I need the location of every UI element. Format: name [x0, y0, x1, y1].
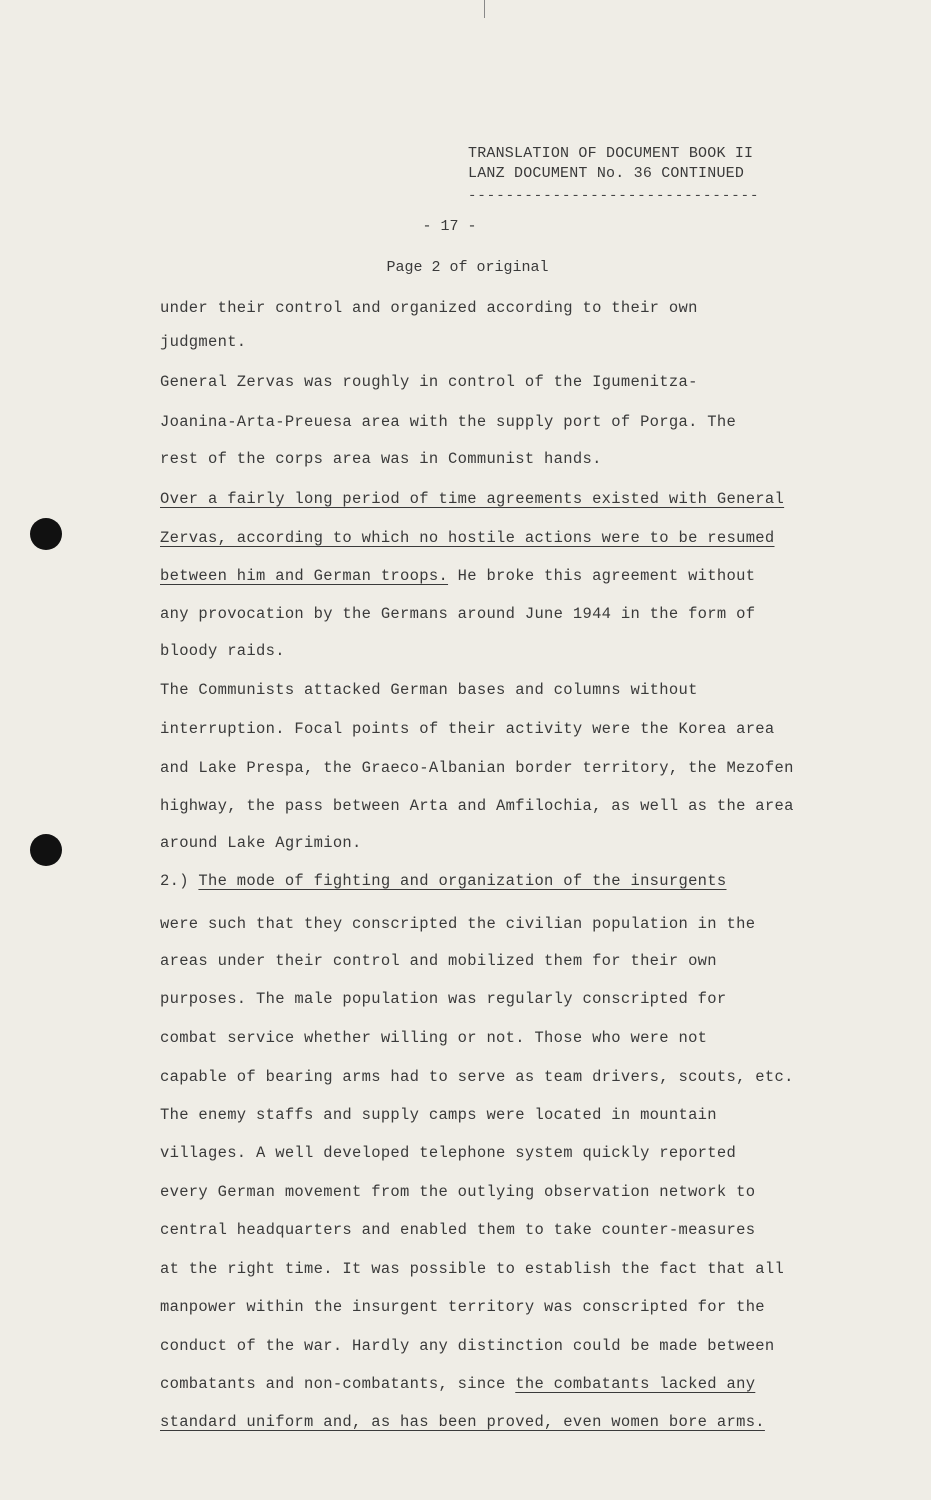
body-line: any provocation by the Germans around June 1944 in the form of — [160, 605, 756, 623]
punch-hole-lower — [30, 834, 62, 866]
body-line: The enemy staffs and supply camps were located in mountain — [160, 1106, 717, 1124]
body-line: Joanina-Arta-Preuesa area with the supply port of Porga. The — [160, 413, 737, 431]
underlined-span: between him and German troops. — [160, 567, 449, 585]
body-line: and Lake Prespa, the Graeco-Albanian border territory, the Mezofen — [160, 759, 794, 777]
body-line: villages. A well developed telephone system quickly reported — [160, 1144, 737, 1162]
body-span: combatants and non-combatants, since — [160, 1375, 516, 1393]
body-line: central headquarters and enabled them to take counter-measures — [160, 1221, 756, 1239]
underlined-line: standard uniform and, as has been proved, even women bore arms. — [160, 1413, 765, 1431]
body-line: judgment. — [160, 333, 247, 351]
body-line: interruption. Focal points of their activity were the Korea area — [160, 720, 775, 738]
body-line: bloody raids. — [160, 642, 285, 660]
punch-hole-upper — [30, 518, 62, 550]
body-line: rest of the corps area was in Communist hands. — [160, 450, 602, 468]
body-line: areas under their control and mobilized them for their own — [160, 952, 717, 970]
top-mark — [484, 0, 485, 18]
item-number: 2.) — [160, 872, 199, 890]
body-span: He broke this agreement without — [448, 567, 756, 585]
body-line: at the right time. It was possible to establish the fact that all — [160, 1260, 785, 1278]
body-line: manpower within the insurgent territory was conscripted for the — [160, 1298, 765, 1316]
underlined-span: The mode of fighting and organization of the insurgents — [198, 872, 727, 890]
header-title: TRANSLATION OF DOCUMENT BOOK II — [468, 145, 754, 162]
body-line: The Communists attacked German bases and columns without — [160, 681, 698, 699]
body-line: combat service whether willing or not. Those who were not — [160, 1029, 708, 1047]
body-line: conduct of the war. Hardly any distinction could be made between — [160, 1337, 775, 1355]
page-number: - 17 - — [422, 218, 477, 235]
underlined-line: Zervas, according to which no hostile actions were to be resumed — [160, 529, 775, 547]
header-rule: ------------------------------- — [468, 188, 760, 204]
body-line — [160, 567, 820, 585]
underlined-span: the combatants lacked any — [515, 1375, 756, 1393]
body-line: capable of bearing arms had to serve as team drivers, scouts, etc. — [160, 1068, 794, 1086]
body-line: purposes. The male population was regularly conscripted for — [160, 990, 727, 1008]
body-line — [160, 1375, 820, 1393]
header-subtitle: LANZ DOCUMENT No. 36 CONTINUED — [468, 165, 745, 182]
page-of-original: Page 2 of original — [386, 259, 549, 276]
body-line — [160, 872, 820, 890]
body-line: were such that they conscripted the civilian population in the — [160, 915, 756, 933]
body-line: every German movement from the outlying observation network to — [160, 1183, 756, 1201]
document-header — [468, 144, 759, 206]
body-line: around Lake Agrimion. — [160, 834, 362, 852]
underlined-line: Over a fairly long period of time agreements existed with General — [160, 490, 785, 508]
body-line: General Zervas was roughly in control of the Igumenitza- — [160, 373, 698, 391]
body-line: highway, the pass between Arta and Amfilochia, as well as the area — [160, 797, 794, 815]
body-line: under their control and organized according to their own — [160, 299, 698, 317]
